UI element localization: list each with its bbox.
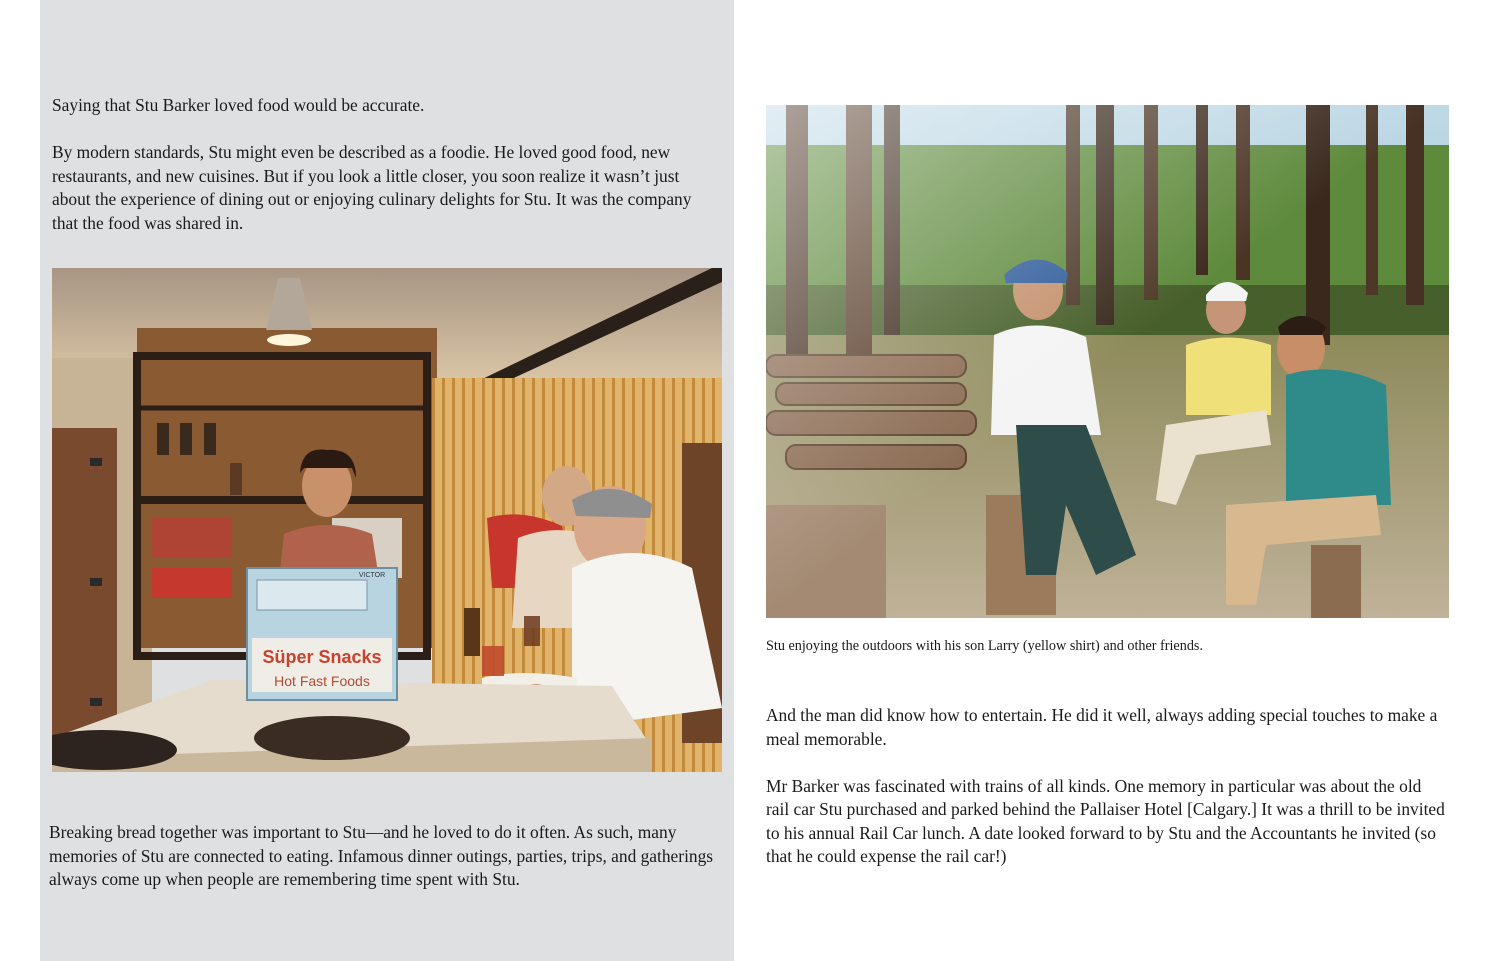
intro-paragraph-1: Saying that Stu Barker loved food would be accurate. (52, 95, 425, 115)
outdoors-caption: Stu enjoying the outdoors with his son Larry (yellow shirt) and other friends. (766, 638, 1203, 654)
right-paragraph-1: And the man did know how to entertain. He did it well, always adding special touches to make a meal memorable. (766, 705, 1438, 749)
snacks-sign-top: Süper Snacks (262, 647, 382, 667)
bar-photo (52, 268, 722, 772)
snacks-brand: VICTOR (358, 572, 386, 579)
snacks-sign-bottom: Hot Fast Foods (274, 673, 370, 689)
right-text (766, 704, 1446, 869)
intro-paragraph-2: By modern standards, Stu might even be described as a foodie. He loved good food, new restaurants, and new cuisines. But if you look a little closer, you soon realize it wasn’t just about the experience of dining out or enjoying culinary delights for Stu. It was the company that the food was shared in. (52, 142, 692, 233)
intro-text (52, 94, 712, 235)
closing-paragraph: Breaking bread together was important to Stu—and he loved to do it often. As such, many memories of Stu are connected to eating. Infamous dinner outings, parties, trips, and gatherings always come up when people are remembering time spent with Stu. (49, 822, 714, 889)
outdoors-photo (766, 105, 1449, 618)
right-paragraph-2: Mr Barker was fascinated with trains of all kinds. One memory in particular was about the old rail car Stu purchased and parked behind the Pallaiser Hotel [Calgary.] It was a thrill to be invited to his annual Rail Car lunch. A date looked forward to by Stu and the Accountants he invited (so that he could expense the rail car!) (766, 775, 1445, 866)
